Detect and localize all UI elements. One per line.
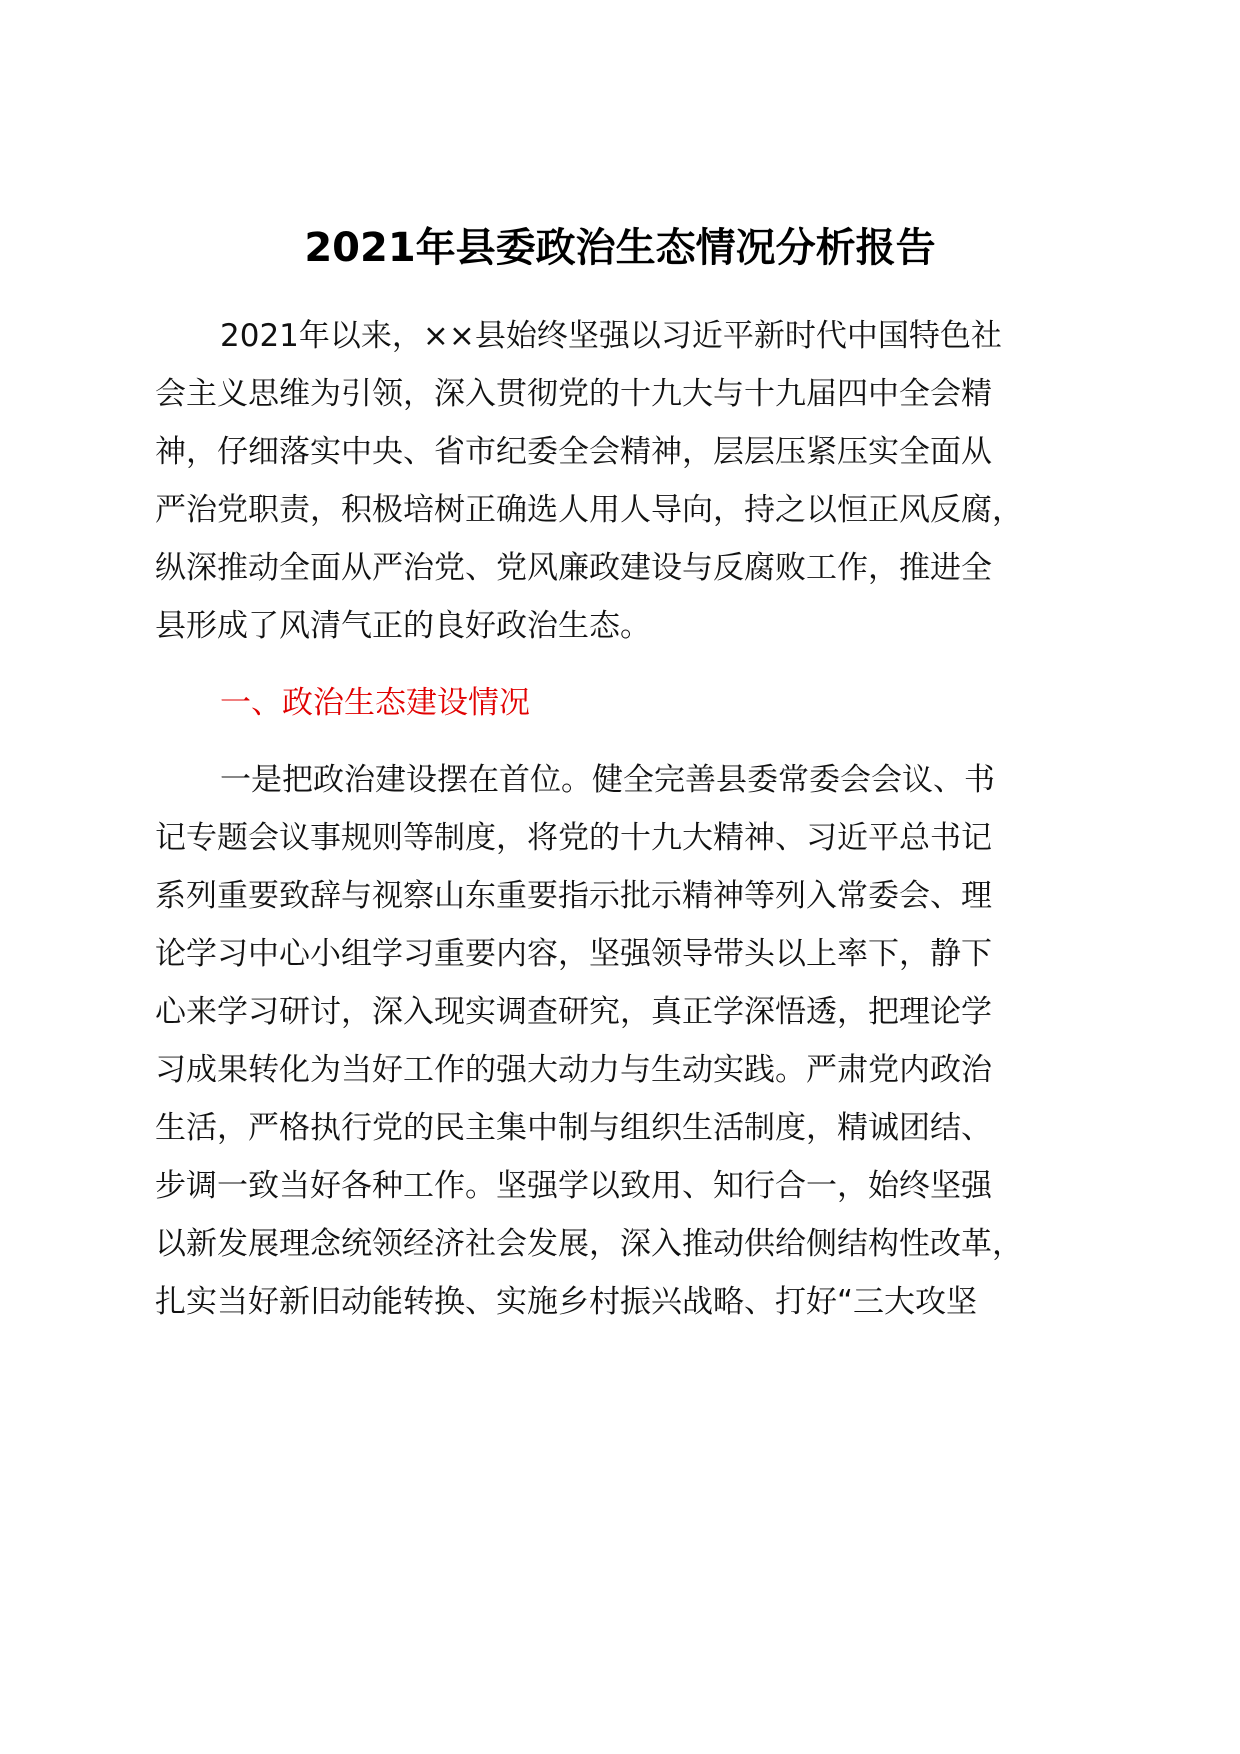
body-line-3: 系列重要致辞与视察山东重要指示批示精神等列入常委会、理 xyxy=(155,878,992,914)
intro-line-4: 严治党职责，积极培树正确选人用人导向，持之以恒正风反腐， xyxy=(155,492,1023,528)
body-line-10: 扎实当好新旧动能转换、实施乡村振兴战略、打好“三大攻坚 xyxy=(155,1284,978,1320)
body-line-9: 以新发展理念统领经济社会发展，深入推动供给侧结构性改革， xyxy=(155,1226,1023,1262)
body-line-1: 一是把政治建设摆在首位。健全完善县委常委会会议、书 xyxy=(220,762,995,798)
body-line-7: 生活，严格执行党的民主集中制与组织生活制度，精诚团结、 xyxy=(155,1110,992,1146)
intro-line-5: 纵深推动全面从严治党、党风廉政建设与反腐败工作，推进全 xyxy=(155,550,992,586)
body-line-8: 步调一致当好各种工作。坚强学以致用、知行合一，始终坚强 xyxy=(155,1168,992,1204)
section-heading: 一、政治生态建设情况 xyxy=(220,685,530,721)
intro-line-2: 会主义思维为引领，深入贯彻党的十九大与十九届四中全会精 xyxy=(155,376,992,412)
intro-line-1: 2021年以来，××县始终坚强以习近平新时代中国特色社 xyxy=(220,318,1002,354)
document-title: 2021年县委政治生态情况分析报告 xyxy=(304,225,936,271)
intro-line-3: 神，仔细落实中央、省市纪委全会精神，层层压紧压实全面从 xyxy=(155,434,992,470)
body-line-6: 习成果转化为当好工作的强大动力与生动实践。严肃党内政治 xyxy=(155,1052,992,1088)
intro-line-6: 县形成了风清气正的良好政治生态。 xyxy=(155,608,651,644)
body-line-5: 心来学习研讨，深入现实调查研究，真正学深悟透，把理论学 xyxy=(155,994,992,1030)
body-line-2: 记专题会议事规则等制度，将党的十九大精神、习近平总书记 xyxy=(155,820,992,856)
body-line-4: 论学习中心小组学习重要内容，坚强领导带头以上率下，静下 xyxy=(155,936,992,972)
